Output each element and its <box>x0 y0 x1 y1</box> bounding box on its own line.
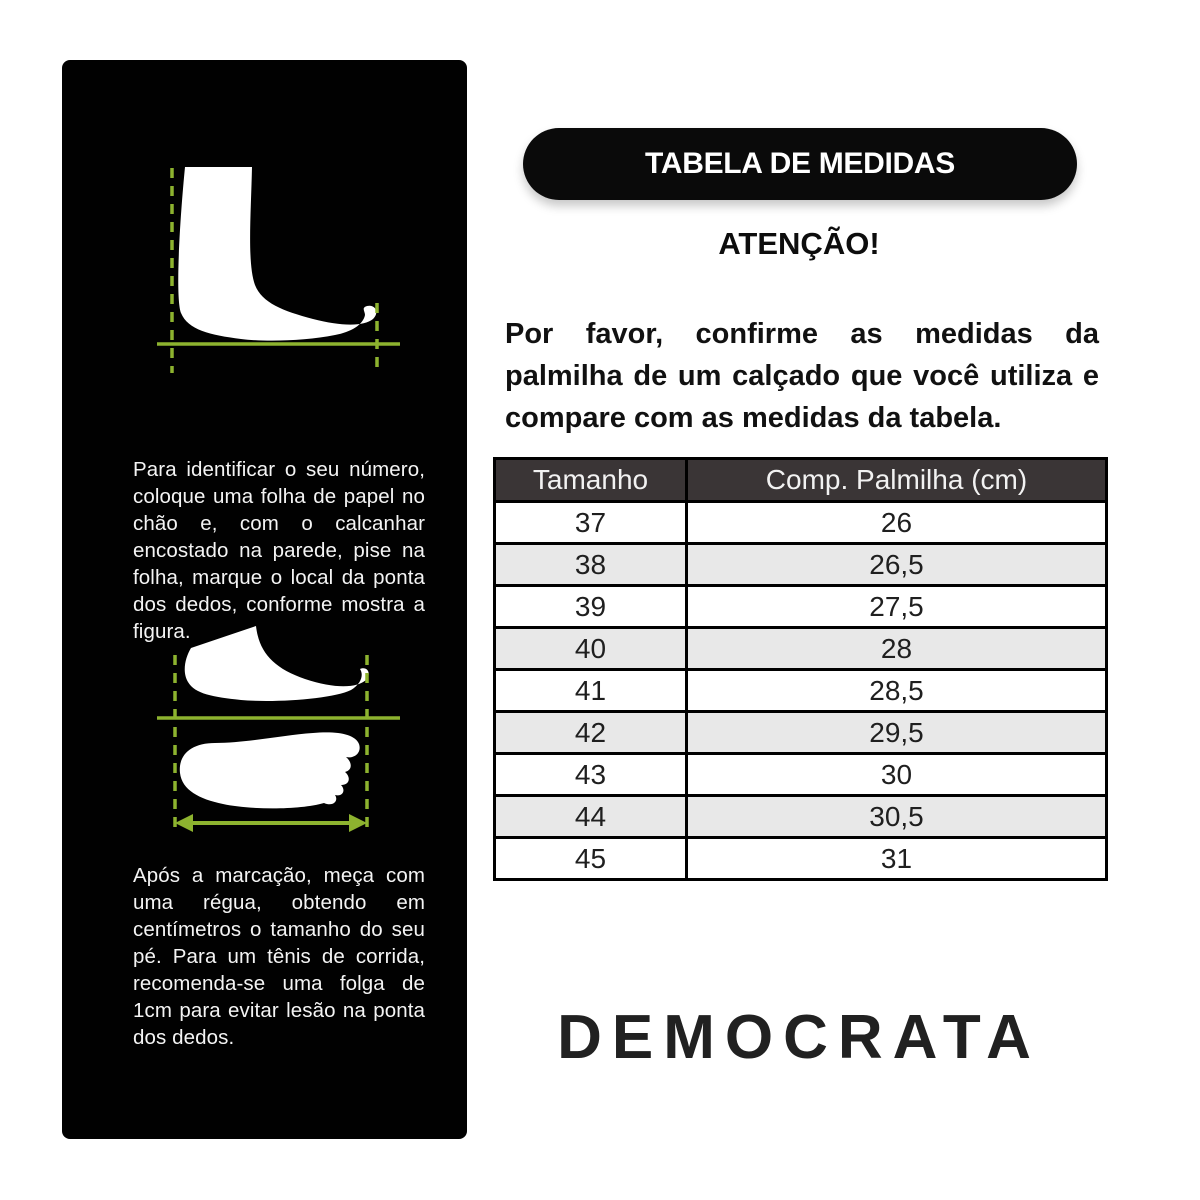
instruction-text-1: Para identificar o seu número, coloque uma folha de papel no chão e, com o calcanhar encostado na parede, pise na folha, marque o local da ponta dos dedos, conforme mostra a figura. <box>133 457 425 643</box>
size-cell: 38 <box>495 544 687 586</box>
table-row <box>495 670 1107 712</box>
notice-text: Por favor, confirme as medidas da palmilha de um calçado que você utiliza e compare com as medidas da tabela. <box>505 318 1099 434</box>
insole-length-cell: 28 <box>687 628 1107 670</box>
table-row <box>495 796 1107 838</box>
size-cell: 43 <box>495 754 687 796</box>
measurement-instructions-panel <box>62 60 467 1139</box>
brand-logo: DEMOCRATA <box>557 1003 1041 1072</box>
table-row <box>495 754 1107 796</box>
insole-length-cell: 26,5 <box>687 544 1107 586</box>
insole-length-cell: 26 <box>687 502 1107 544</box>
table-header-row <box>495 459 1107 502</box>
insole-length-cell: 30,5 <box>687 796 1107 838</box>
table-title: TABELA DE MEDIDAS <box>645 147 955 180</box>
size-cell: 40 <box>495 628 687 670</box>
table-row <box>495 544 1107 586</box>
foot-silhouette <box>178 167 376 341</box>
size-cell: 41 <box>495 670 687 712</box>
table-row <box>495 712 1107 754</box>
insole-length-cell: 31 <box>687 838 1107 880</box>
table-row <box>495 628 1107 670</box>
foot-measure-icon <box>155 622 405 837</box>
foot-silhouette-partial <box>185 626 369 701</box>
insole-length-cell: 30 <box>687 754 1107 796</box>
attention-heading: ATENÇÃO! <box>718 226 880 261</box>
table-title-banner <box>523 128 1077 200</box>
size-cell: 45 <box>495 838 687 880</box>
table-row <box>495 502 1107 544</box>
size-cell: 42 <box>495 712 687 754</box>
length-arrow-icon <box>175 814 367 832</box>
column-header-insole-length: Comp. Palmilha (cm) <box>687 459 1107 502</box>
size-table-section <box>493 0 1105 1200</box>
insole-length-cell: 27,5 <box>687 586 1107 628</box>
table-row <box>495 838 1107 880</box>
size-table <box>493 457 1108 881</box>
column-header-size: Tamanho <box>495 459 687 502</box>
footprint-silhouette <box>180 732 360 808</box>
instruction-text-2: Após a marcação, meça com uma régua, obtendo em centímetros o tamanho do seu pé. Para um tênis de corrida, recomenda-se uma folga de 1cm para evitar lesão na ponta dos dedos. <box>133 863 425 1049</box>
size-cell: 39 <box>495 586 687 628</box>
size-cell: 44 <box>495 796 687 838</box>
size-cell: 37 <box>495 502 687 544</box>
insole-length-cell: 29,5 <box>687 712 1107 754</box>
table-row <box>495 586 1107 628</box>
insole-length-cell: 28,5 <box>687 670 1107 712</box>
foot-side-view-icon <box>155 163 405 378</box>
